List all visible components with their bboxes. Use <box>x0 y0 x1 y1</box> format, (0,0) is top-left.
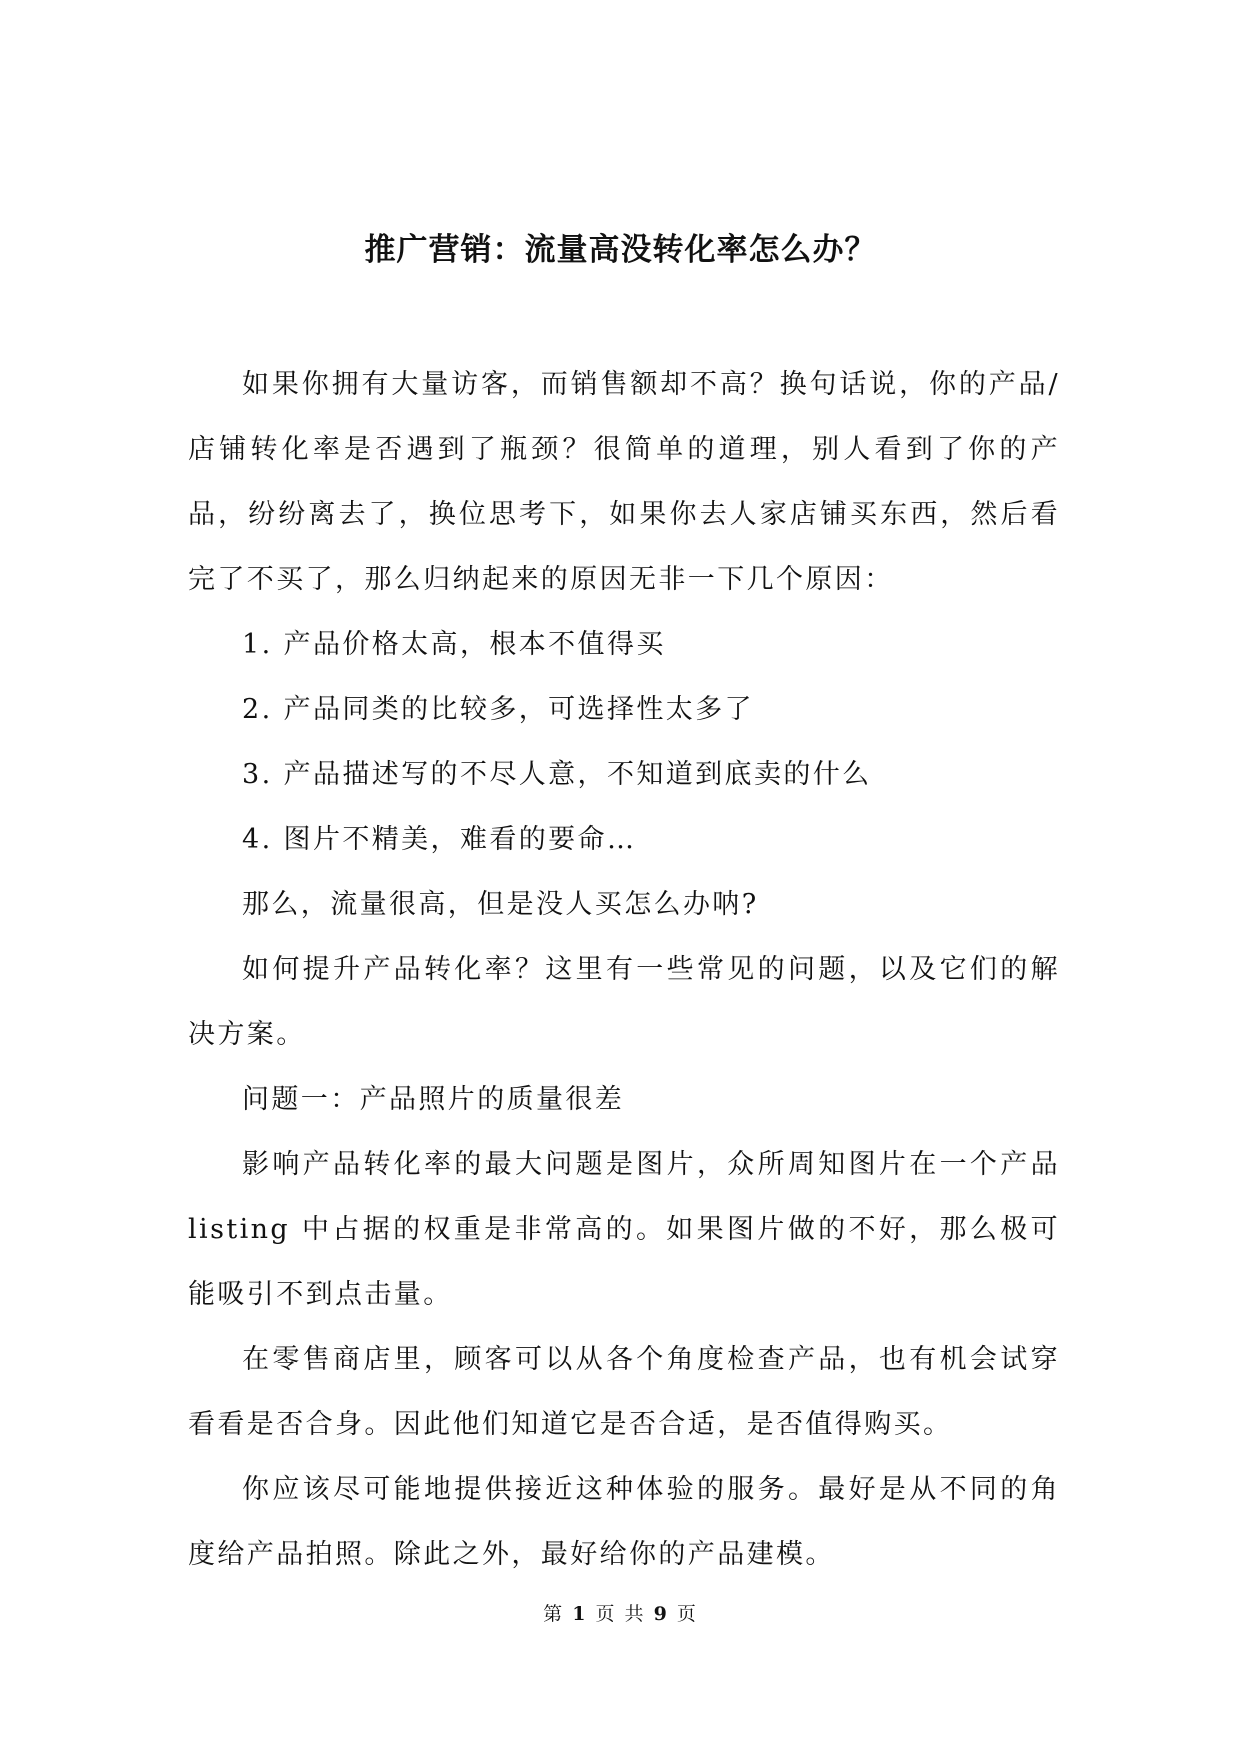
page-footer <box>0 1600 1241 1628</box>
image-impact-paragraph: 影响产品转化率的最大问题是图片，众所周知图片在一个产品 listing 中占据的权重是非常高的。如果图片做的不好，那么极可能吸引不到点击量。 <box>188 1149 1060 1310</box>
problem-heading: 问题一：产品照片的质量很差 <box>242 1084 625 1115</box>
footer-current-page: 1 <box>572 1603 588 1625</box>
footer-total-pages: 9 <box>653 1603 669 1625</box>
reason-list-item-2: 2. 产品同类的比较多，可选择性太多了 <box>242 694 754 725</box>
question-paragraph: 那么，流量很高，但是没人买怎么办呐? <box>242 889 759 920</box>
footer-prefix: 第 <box>543 1603 565 1625</box>
solution-intro-paragraph: 如何提升产品转化率？这里有一些常见的问题，以及它们的解决方案。 <box>188 954 1060 1050</box>
document-body <box>188 352 1060 1587</box>
reason-list-item-3: 3. 产品描述写的不尽人意，不知道到底卖的什么 <box>242 759 872 790</box>
footer-suffix: 页 <box>676 1603 698 1625</box>
document-title: 推广营销：流量高没转化率怎么办？ <box>364 232 877 268</box>
photo-advice-paragraph: 你应该尽可能地提供接近这种体验的服务。最好是从不同的角度给产品拍照。除此之外，最好给你的产品建模。 <box>188 1474 1060 1570</box>
intro-paragraph: 如果你拥有大量访客，而销售额却不高？换句话说，你的产品/店铺转化率是否遇到了瓶颈？很简单的道理，别人看到了你的产品，纷纷离去了，换位思考下，如果你去人家店铺买东西，然后看完了不买了，那么归纳起来的原因无非一下几个原因： <box>188 369 1060 595</box>
reason-list-item-1: 1. 产品价格太高，根本不值得买 <box>242 629 666 660</box>
retail-store-paragraph: 在零售商店里，顾客可以从各个角度检查产品，也有机会试穿看看是否合身。因此他们知道它是否合适，是否值得购买。 <box>188 1344 1060 1440</box>
footer-middle: 页 共 <box>595 1603 646 1625</box>
reason-list-item-4: 4. 图片不精美，难看的要命… <box>242 824 637 855</box>
